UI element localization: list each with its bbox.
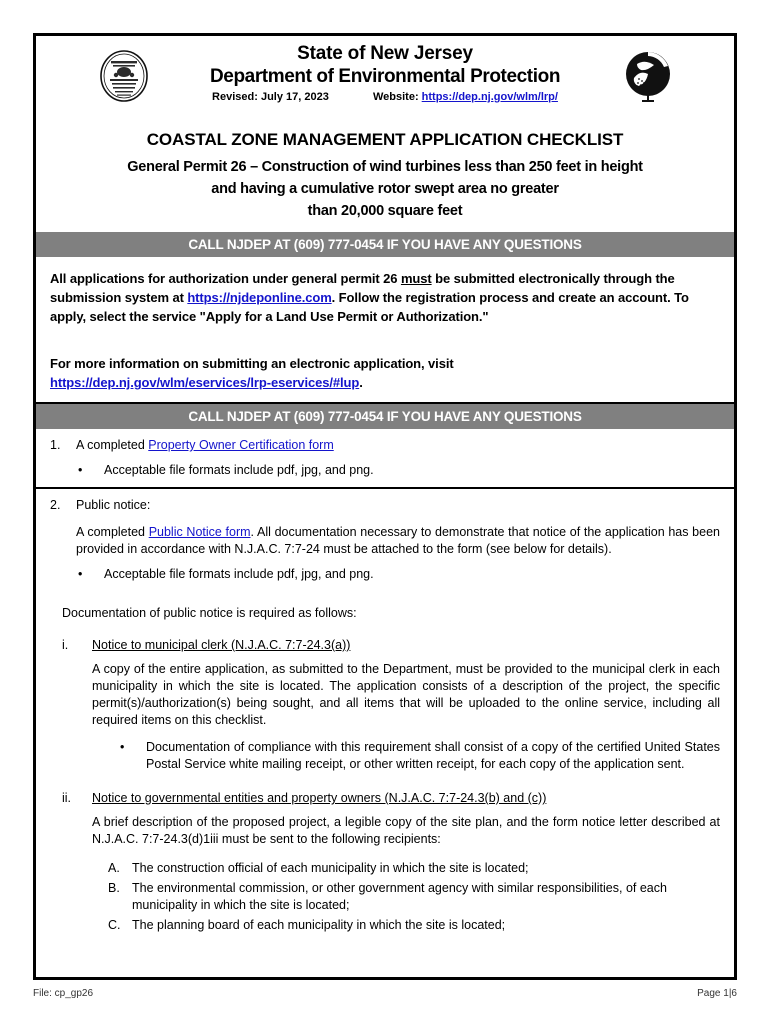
roman-i-marker: i.: [62, 638, 69, 652]
list-item: [50, 496, 720, 514]
website-link[interactable]: https://dep.nj.gov/wlm/lrp/: [421, 91, 558, 103]
intro-p1-a: All applications for authorization under general permit 26: [50, 271, 401, 286]
checklist-row-2: [36, 489, 734, 942]
item-2-para-before: A completed: [76, 525, 149, 539]
page-footer: [33, 988, 737, 999]
bullet-icon: •: [120, 740, 125, 754]
header-meta-line: [156, 89, 614, 105]
item-2-heading: Public notice:: [76, 498, 151, 512]
njdep-logo-icon: [622, 48, 674, 104]
eservices-link[interactable]: https://dep.nj.gov/wlm/eservices/lrp-eservices/#lup: [50, 375, 360, 390]
list-item: [50, 436, 720, 454]
roman-i-heading: Notice to municipal clerk (N.J.A.C. 7:7-24.3(a)): [92, 638, 351, 652]
item-1-body: [76, 436, 720, 454]
item-1-text: A completed: [76, 438, 149, 452]
list-item: [120, 739, 720, 773]
list-item: [108, 860, 720, 877]
bullet-icon: •: [78, 567, 83, 581]
footer-page-number: Page 1|6: [697, 988, 737, 999]
permit-subtitle-line-2: and having a cumulative rotor swept area no greater: [211, 181, 559, 197]
roman-i-paragraph: A copy of the entire application, as submitted to the Department, must be provided to the municipal clerk in each municipality in which the site is located. The application consists of a description of the project, the specific permit(s)/authorization(s) being sought, and all items that will be uploaded to the online service, including all required items on this checklist.: [92, 662, 720, 727]
alpha-a-text: The construction official of each municipality in which the site is located;: [132, 861, 529, 875]
item-2-bullet-text: Acceptable file formats include pdf, jpg, and png.: [104, 567, 374, 581]
list-item: [62, 636, 720, 654]
intro-p2-a: For more information on submitting an electronic application, visit: [50, 356, 454, 371]
page-title: COASTAL ZONE MANAGEMENT APPLICATION CHECKLIST: [146, 130, 624, 149]
list-item: [62, 789, 720, 807]
roman-ii-alpha-list: [108, 860, 720, 934]
alpha-a-marker: A.: [108, 861, 120, 875]
intro-paragraph-1: [50, 269, 720, 326]
list-item: [108, 880, 720, 914]
new-jersey-state-seal-icon: [98, 48, 150, 104]
property-owner-certification-link[interactable]: Property Owner Certification form: [148, 438, 334, 452]
department-name: Department of Environmental Protection: [209, 66, 561, 87]
website-label: Website:: [372, 91, 419, 103]
roman-i-bullet-text: Documentation of compliance with this requirement shall consist of a copy of the certified United States Postal Service white mailing receipt, or other written receipt, for each copy of the application sent.: [146, 740, 720, 771]
item-2-paragraph: [76, 524, 720, 558]
item-1-marker: 1.: [50, 438, 61, 452]
alpha-c-text: The planning board of each municipality in which the site is located;: [132, 918, 506, 932]
roman-ii-marker: ii.: [62, 791, 72, 805]
call-njdep-banner-bottom: CALL NJDEP AT (609) 777-0454 IF YOU HAVE ANY QUESTIONS: [36, 404, 734, 429]
roman-ii-heading: Notice to governmental entities and property owners (N.J.A.C. 7:7-24.3(b) and (c)): [92, 791, 547, 805]
public-notice-form-link[interactable]: Public Notice form: [148, 525, 251, 539]
call-njdep-banner-top: CALL NJDEP AT (609) 777-0454 IF YOU HAVE ANY QUESTIONS: [36, 232, 734, 257]
document-header: [36, 36, 734, 122]
permit-subtitle: [50, 156, 720, 222]
state-name: State of New Jersey: [297, 43, 473, 64]
roman-ii-paragraph: A brief description of the proposed project, a legible copy of the site plan, and the form notice letter described at N.J.A.C. 7:7-24.3(d)1iii must be sent to the following recipients:: [92, 815, 720, 846]
item-2-para-after: . All documentation necessary to demonstrate that notice of the application has been provided in accordance with N.J.A.C. 7:7-24 must be attached to the form (see below for details).: [76, 525, 720, 556]
checklist-row-1: [36, 429, 734, 489]
intro-p1-c: . Follow the registration process and create an account. To apply, select the service "Apply for a Land Use Permit or Authorization.": [50, 290, 689, 324]
item-1-bullet-text: Acceptable file formats include pdf, jpg, and png.: [104, 463, 374, 477]
revised-date: Revised: July 17, 2023: [212, 91, 329, 103]
documentation-intro: Documentation of public notice is required as follows:: [62, 606, 357, 620]
permit-subtitle-line-3: than 20,000 square feet: [307, 203, 463, 219]
alpha-b-text: The environmental commission, or other government agency with similar responsibilities, of each municipality in which the site is located;: [132, 881, 667, 912]
intro-paragraph-2: [50, 354, 720, 392]
alpha-b-marker: B.: [108, 881, 120, 895]
intro-block: [36, 257, 734, 404]
document-frame: [33, 33, 737, 980]
list-item: [108, 917, 720, 934]
item-2-marker: 2.: [50, 498, 61, 512]
list-item: [50, 565, 720, 583]
permit-subtitle-line-1: General Permit 26 – Construction of wind turbines less than 250 feet in height: [127, 159, 643, 175]
intro-must-emphasis: must: [400, 271, 432, 286]
bullet-icon: •: [78, 463, 83, 477]
alpha-c-marker: C.: [108, 918, 121, 932]
intro-p2-b: .: [359, 375, 363, 390]
footer-file-name: File: cp_gp26: [33, 988, 94, 999]
intro-p1-b: be submitted electronically through the submission system at: [50, 271, 675, 305]
njdeponline-link[interactable]: https://njdeponline.com: [187, 290, 332, 305]
list-item: [50, 461, 720, 479]
